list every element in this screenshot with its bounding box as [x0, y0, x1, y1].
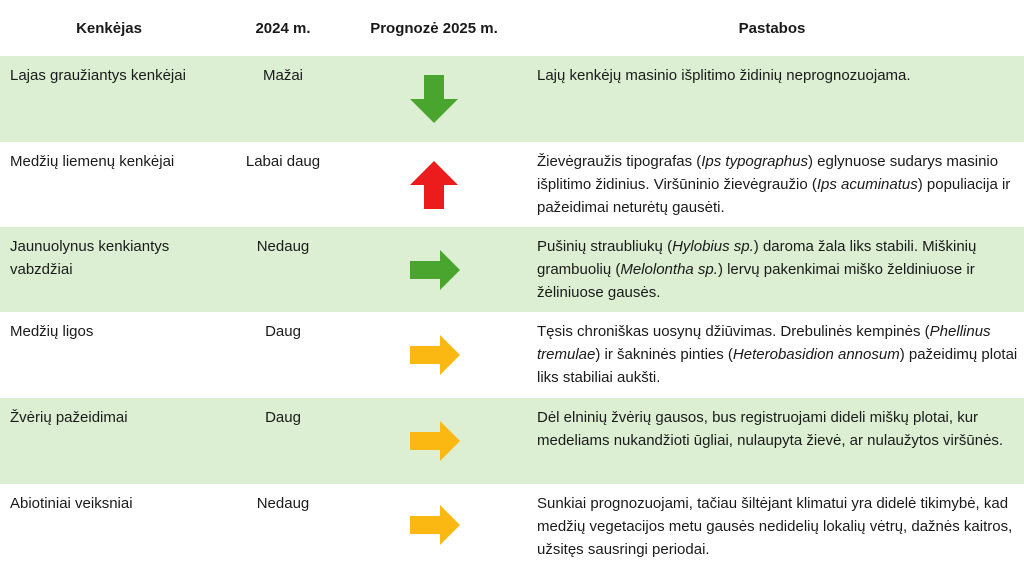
- note-segment: Sunkiai prognozuojami, tačiau šiltėjant klimatui yra didelė tikimybė, kad medžių vegetacijos metu gausės nedidelių lokalių vėtrų, dažnės kaitros, užsitęs sausringi periodai.: [537, 495, 1013, 558]
- level-2024: Daug: [265, 323, 301, 340]
- note-text: [537, 320, 1019, 389]
- trend-up-arrow-icon: [398, 157, 470, 213]
- level-2024: Mažai: [262, 67, 303, 84]
- pest-name: Jaunuolynus kenkiantys vabzdžiai: [10, 238, 170, 278]
- species-name: Hylobius sp.: [672, 238, 754, 255]
- pest-name: Žvėrių pažeidimai: [10, 409, 128, 426]
- header-pest: Kenkėjas: [76, 19, 142, 37]
- species-name: Heterobasidion annosum: [732, 346, 900, 363]
- table-row: [0, 142, 1024, 227]
- note-segment: ) eglynuose sudarys masinio išplitimo židinius. Viršūninio žievėgraužio (: [537, 153, 999, 193]
- species-name: Melolontha sp.: [620, 261, 718, 278]
- note-text: [537, 150, 1019, 219]
- trend-right-arrow-icon: [398, 497, 470, 553]
- header-forecast-2025: Prognozė 2025 m.: [370, 19, 498, 37]
- species-name: Phellinus tremulae: [537, 323, 991, 363]
- table-row: [0, 484, 1024, 566]
- note-text: [537, 64, 1019, 87]
- level-2024: Nedaug: [256, 495, 310, 512]
- note-segment: Žievėgraužis tipografas (: [537, 153, 702, 170]
- table-row: [0, 398, 1024, 484]
- header-notes: Pastabos: [738, 19, 806, 37]
- table-row: [0, 56, 1024, 142]
- trend-right-arrow-icon: [398, 242, 470, 298]
- trend-down-arrow-icon: [398, 71, 470, 127]
- note-text: [537, 492, 1019, 561]
- table-header: [0, 0, 1024, 56]
- note-segment: ) pažeidimų plotai liks stabiliai aukšti.: [537, 346, 1018, 386]
- pest-name: Lajas graužiantys kenkėjai: [10, 67, 186, 84]
- level-2024: Daug: [265, 409, 301, 426]
- note-segment: ) daroma žala liks stabili. Miškinių grambuolių (: [537, 238, 977, 278]
- note-segment: Dėl elninių žvėrių gausos, bus registruojami dideli miškų plotai, kur medeliams nukandžioti ūgliai, nulaupyta žievė, ar nulaužytos viršūnės.: [537, 409, 1004, 449]
- species-name: Ips typographus: [701, 153, 808, 170]
- trend-right-arrow-icon: [398, 327, 470, 383]
- note-text: [537, 406, 1019, 452]
- trend-right-arrow-icon: [398, 413, 470, 469]
- table-row: [0, 312, 1024, 398]
- table-row: [0, 227, 1024, 312]
- header-2024: 2024 m.: [255, 19, 311, 37]
- pest-name: Medžių ligos: [10, 323, 94, 340]
- level-2024: Nedaug: [256, 238, 310, 255]
- note-segment: ) populiacija ir pažeidimai neturėtų gausėti.: [537, 176, 1011, 216]
- pest-name: Abiotiniai veiksniai: [10, 495, 133, 512]
- note-text: [537, 235, 1019, 304]
- note-segment: Pušinių straubliukų (: [537, 238, 673, 255]
- note-segment: ) ir šakninės pinties (: [595, 346, 733, 363]
- note-segment: Lajų kenkėjų masinio išplitimo židinių neprognozuojama.: [537, 67, 911, 84]
- pest-name: Medžių liemenų kenkėjai: [10, 153, 175, 170]
- note-segment: ) lervų pakenkimai miško želdiniuose ir žėliniuose gausės.: [537, 261, 975, 301]
- level-2024: Labai daug: [245, 153, 321, 170]
- note-segment: Tęsis chroniškas uosynų džiūvimas. Drebulinės kempinės (: [537, 323, 930, 340]
- species-name: Ips acuminatus: [816, 176, 918, 193]
